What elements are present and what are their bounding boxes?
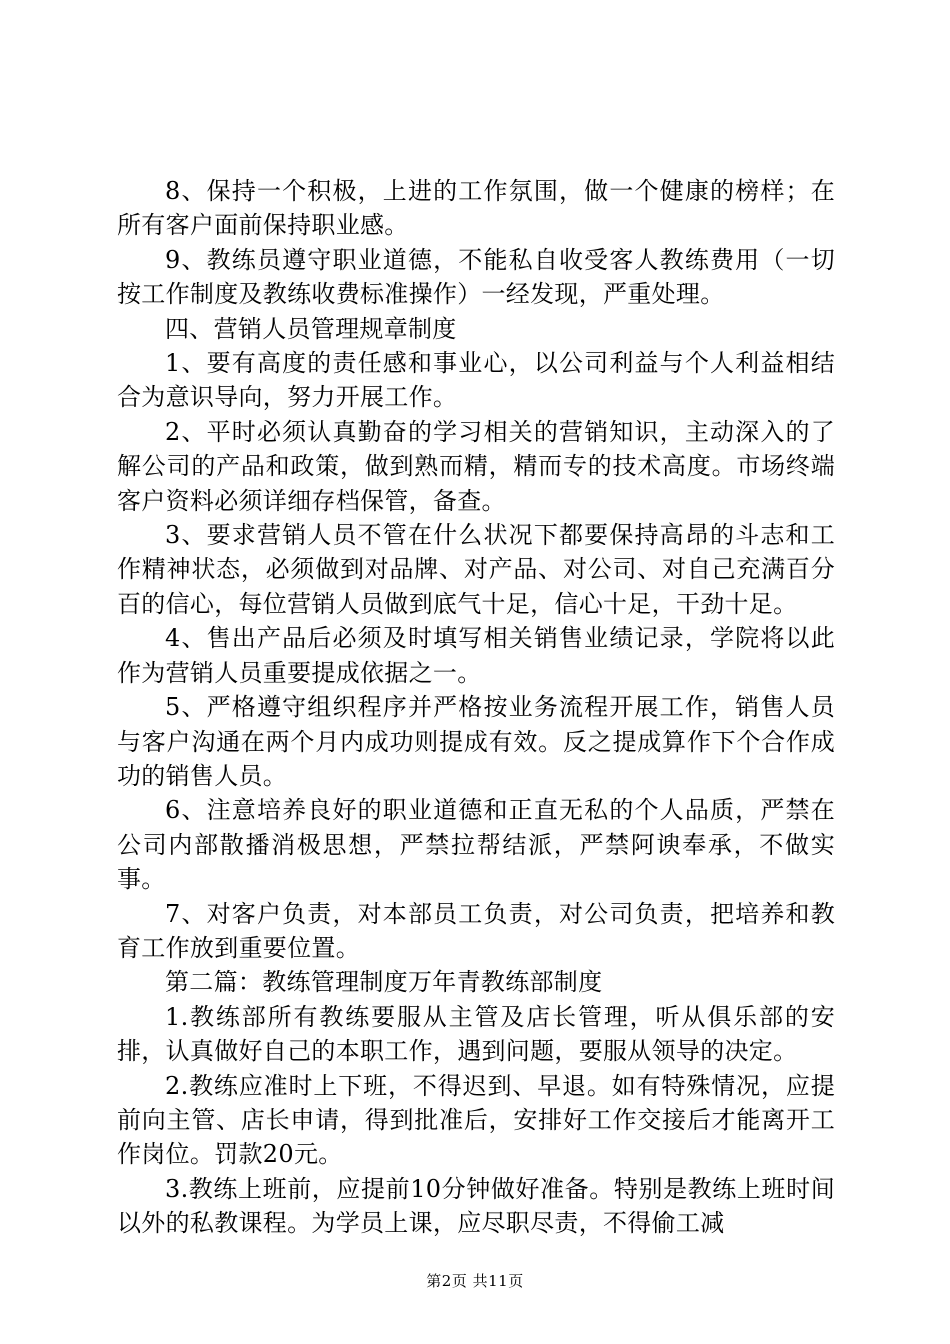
section-heading-sales-rules: 四、营销人员管理规章制度 [165, 314, 457, 343]
paragraph-item-9: 9、教练员遵守职业道德，不能私自收受客人教练费用（一切按工作制度及教练收费标准操作）一经发现，严重处理。 [117, 245, 835, 309]
paragraph-sales-1: 1、要有高度的责任感和事业心，以公司利益与个人利益相结合为意识导向，努力开展工作。 [117, 349, 835, 412]
paragraph-sales-3: 3、要求营销人员不管在什么状况下都要保持高昂的斗志和工作精神状态，必须做到对品牌、对产品、对公司、对自己充满百分百的信心，每位营销人员做到底气十足，信心十足，干劲十足。 [117, 521, 835, 618]
paragraph-sales-4: 4、售出产品后必须及时填写相关销售业绩记录，学院将以此作为营销人员重要提成依据之一。 [117, 624, 835, 687]
paragraph-sales-2: 2、平时必须认真勤奋的学习相关的营销知识，主动深入的了解公司的产品和政策，做到熟而精，精而专的技术高度。市场终端客户资料必须详细存档保管，备查。 [117, 417, 835, 515]
paragraph-sales-7: 7、对客户负责，对本部员工负责，对公司负责，把培养和教育工作放到重要位置。 [117, 899, 835, 962]
paragraph-coach-2: 2.教练应准时上下班，不得迟到、早退。如有特殊情况，应提前向主管、店长申请，得到批准后，安排好工作交接后才能离开工作岗位。罚款20元。 [117, 1071, 835, 1169]
paragraph-coach-1: 1.教练部所有教练要服从主管及店长管理，听从俱乐部的安排，认真做好自己的本职工作，遇到问题，要服从领导的决定。 [117, 1002, 835, 1066]
document-body [117, 174, 835, 1241]
paragraph-item-8: 8、保持一个积极，上进的工作氛围，做一个健康的榜样；在所有客户面前保持职业感。 [117, 177, 835, 240]
page-number-footer: 第2页 共11页 [426, 1272, 524, 1290]
paragraph-sales-6: 6、注意培养良好的职业道德和正直无私的个人品质，严禁在公司内部散播消极思想，严禁拉帮结派，严禁阿谀奉承，不做实事。 [117, 796, 835, 894]
paragraph-coach-3: 3.教练上班前，应提前10分钟做好准备。特别是教练上班时间以外的私教课程。为学员上课，应尽职尽责，不得偷工减 [117, 1174, 835, 1238]
paragraph-sales-5: 5、严格遵守组织程序并严格按业务流程开展工作，销售人员与客户沟通在两个月内成功则提成有效。反之提成算作下个合作成功的销售人员。 [117, 693, 835, 790]
chapter-heading-part-two: 第二篇：教练管理制度万年青教练部制度 [165, 968, 603, 997]
